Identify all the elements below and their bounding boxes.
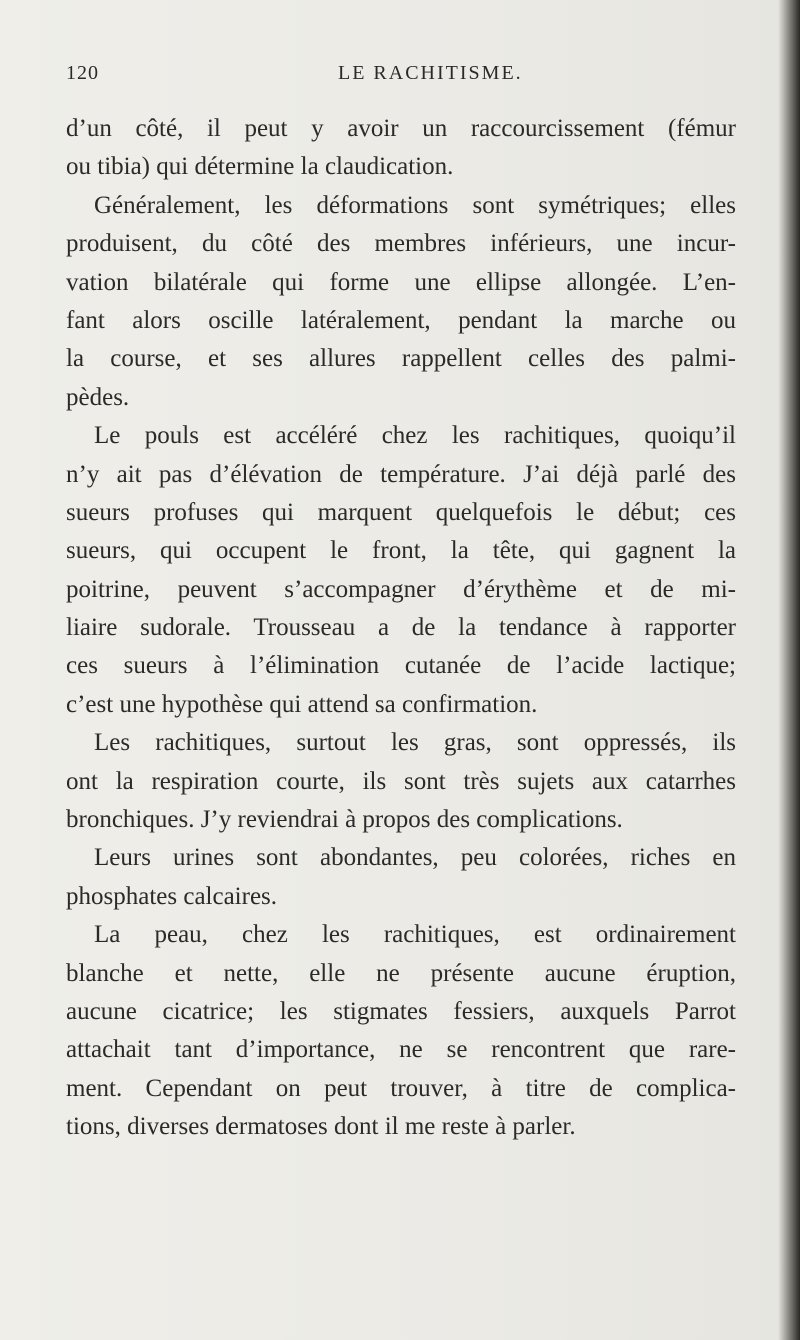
page-number: 120 <box>66 62 99 84</box>
text-line: ces sueurs à l’élimination cutanée de l’acide lactique; <box>66 652 736 680</box>
body-text <box>66 110 736 1147</box>
text-line: sueurs profuses qui marquent quelquefois le début; ces <box>66 498 736 526</box>
page-edge-shadow <box>778 0 800 1340</box>
text-line: ou tibia) qui détermine la claudication. <box>66 153 454 181</box>
text-line: pèdes. <box>66 383 130 411</box>
text-line: sueurs, qui occupent le front, la tête, qui gagnent la <box>66 537 736 565</box>
text-line: Le pouls est accéléré chez les rachitiques, quoiqu’il <box>94 422 736 450</box>
text-line: La peau, chez les rachitiques, est ordinairement <box>94 921 736 949</box>
text-line: phosphates calcaires. <box>66 882 278 910</box>
text-line: bronchiques. J’y reviendrai à propos des complications. <box>66 806 623 834</box>
text-line: ment. Cependant on peut trouver, à titre de complica- <box>66 1074 736 1102</box>
text-line: Leurs urines sont abondantes, peu colorées, riches en <box>94 844 736 872</box>
text-line: Généralement, les déformations sont symétriques; elles <box>94 191 736 219</box>
text-line: poitrine, peuvent s’accompagner d’érythème et de mi- <box>66 575 736 603</box>
text-line: aucune cicatrice; les stigmates fessiers, auxquels Parrot <box>66 997 736 1025</box>
page-header <box>66 62 740 92</box>
text-line: ont la respiration courte, ils sont très sujets aux catarrhes <box>66 767 736 795</box>
text-line: d’un côté, il peut y avoir un raccourcissement (fémur <box>66 115 736 142</box>
text-line: vation bilatérale qui forme une ellipse allongée. L’en- <box>66 268 736 296</box>
text-line: fant alors oscille latéralement, pendant la marche ou <box>66 306 736 334</box>
text-line: Les rachitiques, surtout les gras, sont oppressés, ils <box>94 729 736 757</box>
text-line: n’y ait pas d’élévation de température. J’ai déjà parlé des <box>66 460 736 488</box>
text-line: tions, diverses dermatoses dont il me reste à parler. <box>66 1113 576 1141</box>
text-line: blanche et nette, elle ne présente aucune éruption, <box>66 959 736 987</box>
text-line: produisent, du côté des membres inférieurs, une incur- <box>66 230 736 258</box>
running-title: LE RACHITISME. <box>338 62 523 84</box>
text-line: c’est une hypothèse qui attend sa confirmation. <box>66 690 538 718</box>
text-line: attachait tant d’importance, ne se rencontrent que rare- <box>66 1036 736 1064</box>
text-line: la course, et ses allures rappellent celles des palmi- <box>66 345 736 373</box>
text-line: liaire sudorale. Trousseau a de la tendance à rapporter <box>66 614 736 642</box>
